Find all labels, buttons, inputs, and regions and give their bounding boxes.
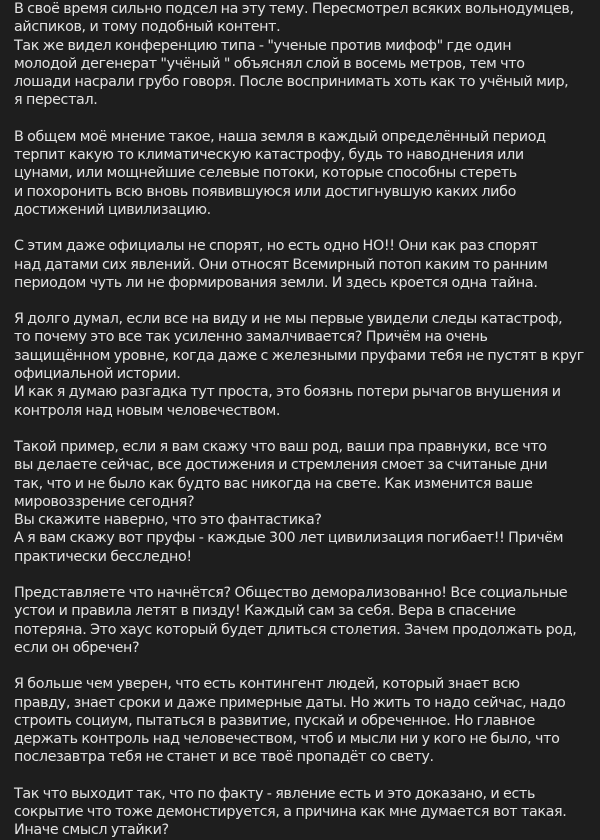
text-line: так, что и не было как будто вас никогда на свете. Как изменится ваше [14, 475, 533, 492]
text-line: Вы скажите наверно, что это фантастика? [14, 512, 322, 529]
text-line: Такой пример, если я вам скажу что ваш род, ваши пра правнуки, все что [14, 438, 547, 455]
text-line: послезавтра тебя не станет и все твоё пропадёт со свету. [14, 749, 434, 766]
text-line: айспиков, и тому подобный контент. [14, 19, 281, 36]
text-line: строить социум, пытаться в развитие, пускай и обреченное. Но главное [14, 712, 535, 729]
text-line: достижений цивилизацию. [14, 201, 211, 218]
text-line: защищённом уровне, когда даже с железными пруфами тебя не пустят в круг [14, 347, 584, 364]
text-line: правду, знает сроки и даже примерные даты. Но жить то надо сейчас, надо [14, 694, 566, 711]
paragraph-7 [14, 675, 586, 766]
text-line: я перестал. [14, 92, 98, 109]
text-line: сокрытие что тоже демонстируется, а причина как мне думается вот такая. [14, 803, 567, 820]
paragraph-1 [14, 0, 586, 110]
text-line: то почему это все так усиленно замалчивается? Причём на очень [14, 329, 488, 346]
text-line: над датами сих явлений. Они относят Всемирный потоп каким то ранним [14, 256, 548, 273]
text-line: держать контроль над человечеством, чтоб и мысли ни у кого не было, что [14, 731, 560, 748]
text-line: молодой дегенерат "учёный " объяснял слой в восемь метров, тем что [14, 55, 525, 72]
paragraph-6 [14, 584, 586, 657]
paragraph-2 [14, 128, 586, 219]
text-line: Представляете что начнётся? Общество деморализованно! Все социальные [14, 585, 568, 602]
paragraph-4 [14, 310, 586, 420]
text-line: И как я думаю разгадка тут проста, это боязнь потери рычагов внушения и [14, 384, 561, 401]
text-line: вы делаете сейчас, все достижения и стремления смоет за считаные дни [14, 457, 548, 474]
text-line: Так же видел конференцию типа - "ученые против мифоф" где один [14, 37, 512, 54]
text-line: и похоронить всю вновь появившуюся или достигнувшую каких либо [14, 183, 516, 200]
text-line: официальной истории. [14, 366, 181, 383]
text-line: потеряна. Это хаус который будет длиться столетия. Зачем продолжать род, [14, 621, 577, 638]
text-line: А я вам скажу вот пруфы - каждые 300 лет цивилизация погибает!! Причём [14, 530, 564, 547]
paragraph-5 [14, 438, 586, 566]
paragraph-3 [14, 237, 586, 292]
text-line: Я больше чем уверен, что есть контингент людей, который знает всю [14, 676, 520, 693]
text-line: терпит какую то климатическую катастрофу, будь то наводнения или [14, 147, 524, 164]
text-line: Так что выходит так, что по факту - явление есть и это доказано, и есть [14, 785, 536, 802]
text-line: Иначе смысл утайки? [14, 822, 169, 839]
text-line: мировоззрение сегодня? [14, 493, 195, 510]
text-line: цунами, или мощнейшие селевые потоки, которые способны стереть [14, 165, 517, 182]
text-line: если он обречен? [14, 639, 140, 656]
text-line: Я долго думал, если все на виду и не мы первые увидели следы катастроф, [14, 311, 563, 328]
text-line: В общем моё мнение такое, наша земля в каждый определённый период [14, 128, 546, 145]
text-line: лошади насрали грубо говоря. После воспринимать хоть как то учёный мир, [14, 74, 569, 91]
text-line: практически бесследно! [14, 548, 192, 565]
paragraph-8 [14, 785, 586, 840]
text-line: С этим даже официалы не спорят, но есть одно НО!! Они как раз спорят [14, 238, 538, 255]
text-line: периодом чуть ли не формирования земли. И здесь кроется одна тайна. [14, 274, 538, 291]
text-line: устои и правила летят в пизду! Каждый сам за себя. Вера в спасение [14, 603, 516, 620]
text-line: контроля над новым человечеством. [14, 402, 281, 419]
text-line: В своё время сильно подсел на эту тему. Пересмотрел всяких вольнодумцев, [14, 1, 574, 17]
